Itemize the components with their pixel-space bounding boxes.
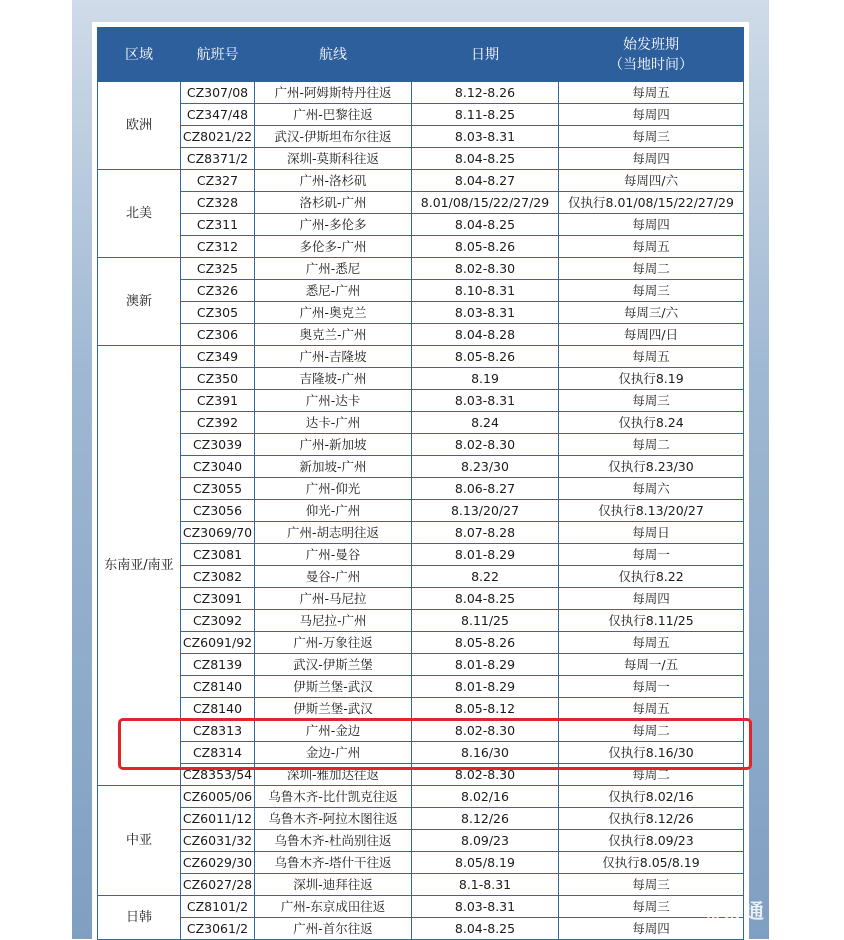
table-row [98,500,744,522]
date-cell: 8.1-8.31 [412,874,559,896]
route-cell: 伊斯兰堡-武汉 [255,698,412,720]
date-cell: 8.24 [412,412,559,434]
schedule-cell: 每周三 [559,896,744,918]
schedule-cell: 每周五 [559,236,744,258]
date-cell: 8.04-8.28 [412,324,559,346]
date-cell: 8.10-8.31 [412,280,559,302]
route-cell: 深圳-迪拜往返 [255,874,412,896]
table-row [98,522,744,544]
flight-number-cell: CZ350 [181,368,255,390]
flight-number-cell: CZ8371/2 [181,148,255,170]
table-row [98,786,744,808]
date-cell: 8.03-8.31 [412,302,559,324]
route-cell: 武汉-伊斯坦布尔往返 [255,126,412,148]
date-cell: 8.23/30 [412,456,559,478]
flight-number-cell: CZ312 [181,236,255,258]
schedule-cell: 每周四 [559,104,744,126]
table-row [98,566,744,588]
date-cell: 8.06-8.27 [412,478,559,500]
table-row [98,104,744,126]
date-cell: 8.01-8.29 [412,676,559,698]
flight-schedule-table [97,27,744,940]
route-cell: 吉隆坡-广州 [255,368,412,390]
table-row [98,148,744,170]
route-cell: 广州-吉隆坡 [255,346,412,368]
route-cell: 仰光-广州 [255,500,412,522]
schedule-cell: 仅执行8.16/30 [559,742,744,764]
flight-number-cell: CZ3092 [181,610,255,632]
route-cell: 广州-巴黎往返 [255,104,412,126]
date-cell: 8.12-8.26 [412,82,559,104]
date-cell: 8.01/08/15/22/27/29 [412,192,559,214]
schedule-cell: 每周二 [559,764,744,786]
flight-number-cell: CZ3061/2 [181,918,255,940]
schedule-cell: 每周四 [559,588,744,610]
date-cell: 8.07-8.28 [412,522,559,544]
schedule-cell: 仅执行8.19 [559,368,744,390]
region-cell: 日韩 [98,896,181,940]
schedule-cell: 每周一/五 [559,654,744,676]
date-cell: 8.05-8.26 [412,346,559,368]
flight-number-cell: CZ326 [181,280,255,302]
flight-number-cell: CZ6011/12 [181,808,255,830]
route-cell: 广州-阿姆斯特丹往返 [255,82,412,104]
table-row [98,302,744,324]
flight-number-cell: CZ3069/70 [181,522,255,544]
date-cell: 8.01-8.29 [412,544,559,566]
flight-number-cell: CZ3081 [181,544,255,566]
table-row [98,192,744,214]
date-cell: 8.11-8.25 [412,104,559,126]
table-row [98,258,744,280]
table-row [98,852,744,874]
flight-number-cell: CZ8353/54 [181,764,255,786]
route-cell: 洛杉矶-广州 [255,192,412,214]
route-cell: 马尼拉-广州 [255,610,412,632]
table-row [98,830,744,852]
flight-number-cell: CZ3082 [181,566,255,588]
region-cell: 澳新 [98,258,181,346]
table-row [98,324,744,346]
schedule-cell: 每周三 [559,874,744,896]
flight-number-cell: CZ307/08 [181,82,255,104]
flight-number-cell: CZ305 [181,302,255,324]
table-row [98,544,744,566]
schedule-cell: 每周六 [559,478,744,500]
flight-number-cell: CZ6091/92 [181,632,255,654]
route-cell: 乌鲁木齐-塔什干往返 [255,852,412,874]
route-cell: 乌鲁木齐-杜尚别往返 [255,830,412,852]
flight-number-cell: CZ6029/30 [181,852,255,874]
flight-number-cell: CZ6031/32 [181,830,255,852]
date-cell: 8.22 [412,566,559,588]
table-row [98,280,744,302]
route-cell: 广州-马尼拉 [255,588,412,610]
date-cell: 8.04-8.25 [412,148,559,170]
schedule-cell: 每周一 [559,544,744,566]
table-row [98,588,744,610]
table-row [98,742,744,764]
route-cell: 广州-奥克兰 [255,302,412,324]
route-cell: 广州-达卡 [255,390,412,412]
route-cell: 广州-新加坡 [255,434,412,456]
region-cell: 欧洲 [98,82,181,170]
date-cell: 8.05/8.19 [412,852,559,874]
flight-number-cell: CZ8139 [181,654,255,676]
schedule-cell: 仅执行8.09/23 [559,830,744,852]
date-cell: 8.02-8.30 [412,720,559,742]
flight-number-cell: CZ3039 [181,434,255,456]
table-row [98,632,744,654]
date-cell: 8.09/23 [412,830,559,852]
flight-number-cell: CZ392 [181,412,255,434]
schedule-cell: 每周五 [559,82,744,104]
route-cell: 多伦多-广州 [255,236,412,258]
schedule-cell: 每周三/六 [559,302,744,324]
region-cell: 中亚 [98,786,181,896]
date-cell: 8.02-8.30 [412,434,559,456]
flight-number-cell: CZ3091 [181,588,255,610]
table-row [98,236,744,258]
schedule-cell: 每周一 [559,676,744,698]
date-cell: 8.04-8.25 [412,588,559,610]
flight-number-cell: CZ3055 [181,478,255,500]
date-cell: 8.12/26 [412,808,559,830]
header-schedule [559,28,744,82]
schedule-cell: 仅执行8.11/25 [559,610,744,632]
table-row [98,412,744,434]
flight-number-cell: CZ391 [181,390,255,412]
flight-number-cell: CZ8140 [181,698,255,720]
schedule-cell: 每周五 [559,346,744,368]
schedule-cell: 仅执行8.22 [559,566,744,588]
route-cell: 广州-曼谷 [255,544,412,566]
schedule-cell: 仅执行8.12/26 [559,808,744,830]
table-header-row [98,28,744,82]
flight-number-cell: CZ8021/22 [181,126,255,148]
region-cell: 东南亚/南亚 [98,346,181,786]
flight-number-cell: CZ327 [181,170,255,192]
schedule-cell: 仅执行8.01/08/15/22/27/29 [559,192,744,214]
route-cell: 深圳-莫斯科往返 [255,148,412,170]
date-cell: 8.02-8.30 [412,258,559,280]
date-cell: 8.02-8.30 [412,764,559,786]
date-cell: 8.11/25 [412,610,559,632]
watermark: 埔寨通 [700,899,766,923]
schedule-cell: 每周三 [559,390,744,412]
flight-number-cell: CZ349 [181,346,255,368]
table-row [98,456,744,478]
schedule-cell: 每周四/日 [559,324,744,346]
table-row [98,368,744,390]
date-cell: 8.04-8.25 [412,214,559,236]
route-cell: 深圳-雅加达往返 [255,764,412,786]
schedule-cell: 每周四 [559,918,744,940]
date-cell: 8.04-8.25 [412,918,559,940]
schedule-cell: 每周二 [559,720,744,742]
date-cell: 8.02/16 [412,786,559,808]
flight-number-cell: CZ347/48 [181,104,255,126]
route-cell: 广州-首尔往返 [255,918,412,940]
date-cell: 8.05-8.26 [412,236,559,258]
schedule-cell: 每周二 [559,434,744,456]
date-cell: 8.03-8.31 [412,126,559,148]
table-row [98,478,744,500]
route-cell: 奥克兰-广州 [255,324,412,346]
table-row [98,654,744,676]
route-cell: 广州-多伦多 [255,214,412,236]
route-cell: 广州-东京成田往返 [255,896,412,918]
header-route: 航线 [255,28,412,82]
schedule-cell: 每周日 [559,522,744,544]
date-cell: 8.13/20/27 [412,500,559,522]
table-row [98,610,744,632]
flight-number-cell: CZ325 [181,258,255,280]
schedule-cell: 每周四/六 [559,170,744,192]
route-cell: 武汉-伊斯兰堡 [255,654,412,676]
date-cell: 8.19 [412,368,559,390]
header-flight: 航班号 [181,28,255,82]
flight-number-cell: CZ6005/06 [181,786,255,808]
table-row [98,346,744,368]
table-row [98,126,744,148]
flight-number-cell: CZ8101/2 [181,896,255,918]
flight-number-cell: CZ8140 [181,676,255,698]
flight-number-cell: CZ3040 [181,456,255,478]
schedule-cell: 每周二 [559,258,744,280]
schedule-cell: 仅执行8.05/8.19 [559,852,744,874]
schedule-cell: 每周三 [559,126,744,148]
route-cell: 乌鲁木齐-比什凯克往返 [255,786,412,808]
route-cell: 广州-胡志明往返 [255,522,412,544]
flight-number-cell: CZ8314 [181,742,255,764]
schedule-cell: 每周四 [559,214,744,236]
route-cell: 新加坡-广州 [255,456,412,478]
date-cell: 8.04-8.27 [412,170,559,192]
route-cell: 金边-广州 [255,742,412,764]
flight-number-cell: CZ306 [181,324,255,346]
flight-number-cell: CZ3056 [181,500,255,522]
route-cell: 广州-金边 [255,720,412,742]
schedule-cell: 每周四 [559,148,744,170]
flight-number-cell: CZ8313 [181,720,255,742]
table-row [98,698,744,720]
schedule-cell: 每周五 [559,698,744,720]
date-cell: 8.01-8.29 [412,654,559,676]
route-cell: 广州-万象往返 [255,632,412,654]
table-row [98,676,744,698]
date-cell: 8.03-8.31 [412,390,559,412]
route-cell: 乌鲁木齐-阿拉木图往返 [255,808,412,830]
date-cell: 8.05-8.26 [412,632,559,654]
table-row [98,434,744,456]
schedule-cell: 仅执行8.23/30 [559,456,744,478]
table-row [98,764,744,786]
route-cell: 广州-悉尼 [255,258,412,280]
flight-number-cell: CZ328 [181,192,255,214]
date-cell: 8.16/30 [412,742,559,764]
table-row [98,390,744,412]
region-cell: 北美 [98,170,181,258]
route-cell: 达卡-广州 [255,412,412,434]
schedule-cell: 仅执行8.02/16 [559,786,744,808]
table-body [98,82,744,940]
table-row [98,896,744,918]
schedule-cell: 仅执行8.24 [559,412,744,434]
route-cell: 广州-洛杉矶 [255,170,412,192]
date-cell: 8.03-8.31 [412,896,559,918]
route-cell: 悉尼-广州 [255,280,412,302]
route-cell: 广州-仰光 [255,478,412,500]
header-schedule-line2: （当地时间） [609,56,693,73]
schedule-cell: 仅执行8.13/20/27 [559,500,744,522]
schedule-cell: 每周三 [559,280,744,302]
table-row [98,874,744,896]
route-cell: 曼谷-广州 [255,566,412,588]
table-row [98,918,744,940]
route-cell: 伊斯兰堡-武汉 [255,676,412,698]
header-region: 区域 [98,28,181,82]
header-date: 日期 [412,28,559,82]
table-row [98,808,744,830]
flight-number-cell: CZ6027/28 [181,874,255,896]
flight-number-cell: CZ311 [181,214,255,236]
table-row [98,720,744,742]
schedule-cell: 每周五 [559,632,744,654]
date-cell: 8.05-8.12 [412,698,559,720]
table-row [98,170,744,192]
table-row [98,214,744,236]
header-schedule-line1: 始发班期 [623,36,679,53]
table-row [98,82,744,104]
